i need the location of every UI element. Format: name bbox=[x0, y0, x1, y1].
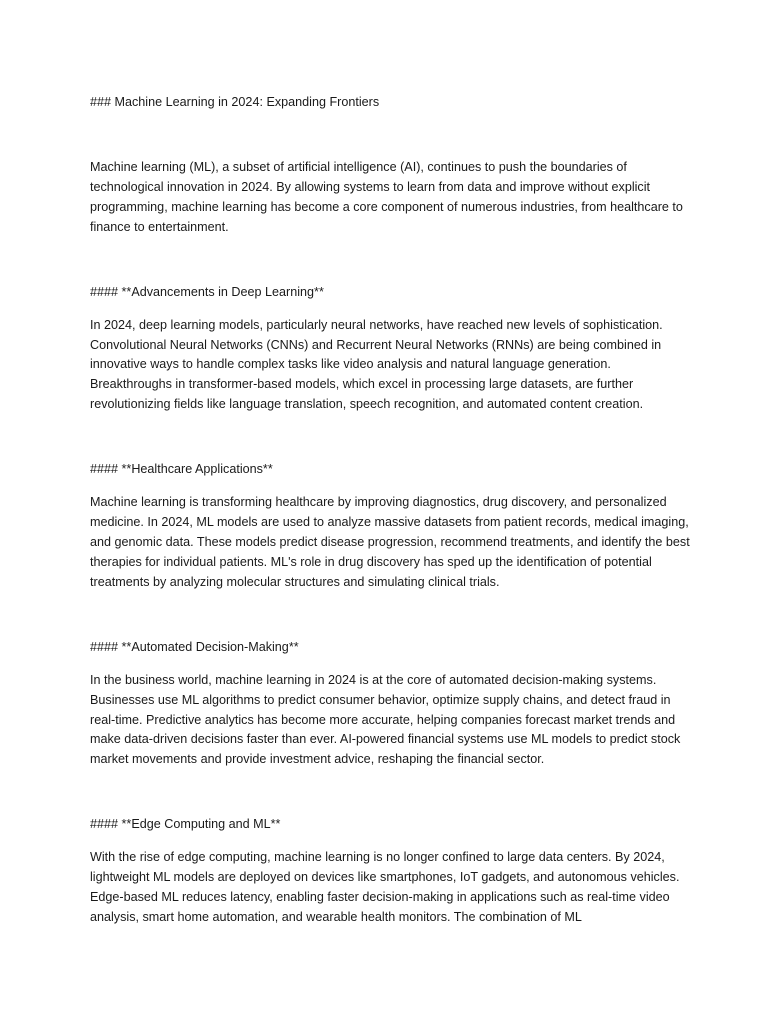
section-edge-computing bbox=[90, 815, 690, 928]
intro-paragraph: Machine learning (ML), a subset of artificial intelligence (AI), continues to push the boundaries of technological innovation in 2024. By allowing systems to learn from data and improve without explicit programming, machine learning has become a core component of numerous industries, from healthcare to finance to entertainment. bbox=[90, 160, 683, 234]
section-paragraph: In 2024, deep learning models, particularly neural networks, have reached new levels of sophistication. Convolutional Neural Networks (CNNs) and Recurrent Neural Networks (RNNs) are being combined in innovative ways to handle complex tasks like video analysis and natural language generation. Breakthroughs in transformer-based models, which excel in processing large datasets, are further revolutionizing fields like language translation, speech recognition, and automated content creation. bbox=[90, 317, 663, 412]
section-heading: #### **Advancements in Deep Learning** bbox=[90, 284, 324, 299]
section-decision-making bbox=[90, 638, 690, 771]
section-heading: #### **Edge Computing and ML** bbox=[90, 817, 281, 832]
document-title: ### Machine Learning in 2024: Expanding Frontiers bbox=[90, 95, 380, 109]
section-heading: #### **Automated Decision-Making** bbox=[90, 639, 299, 654]
section-paragraph: Machine learning is transforming healthcare by improving diagnostics, drug discovery, and personalized medicine. In 2024, ML models are used to analyze massive datasets from patient records, medical imaging, and genomic data. These models predict disease progression, recommend treatments, and identify the best therapies for individual patients. ML's role in drug discovery has sped up the identification of potential treatments by analyzing molecular structures and simulating clinical trials. bbox=[90, 495, 690, 589]
document-page bbox=[90, 93, 690, 928]
section-paragraph: In the business world, machine learning in 2024 is at the core of automated decision-making systems. Businesses use ML algorithms to predict consumer behavior, optimize supply chains, and detect fraud in real-time. Predictive analytics has become more accurate, helping companies forecast market trends and make data-driven decisions faster than ever. AI-powered financial systems use ML models to predict stock market movements and provide investment advice, reshaping the financial sector. bbox=[90, 672, 681, 767]
section-heading: #### **Healthcare Applications** bbox=[90, 462, 273, 477]
section-paragraph: With the rise of edge computing, machine learning is no longer confined to large data centers. By 2024, lightweight ML models are deployed on devices like smartphones, IoT gadgets, and autonomous vehicles. Edge-based ML reduces latency, enabling faster decision-making in applications such as real-time video analysis, smart home automation, and wearable health monitors. The combination of ML bbox=[90, 850, 680, 924]
section-healthcare bbox=[90, 460, 690, 593]
section-deep-learning bbox=[90, 283, 690, 416]
